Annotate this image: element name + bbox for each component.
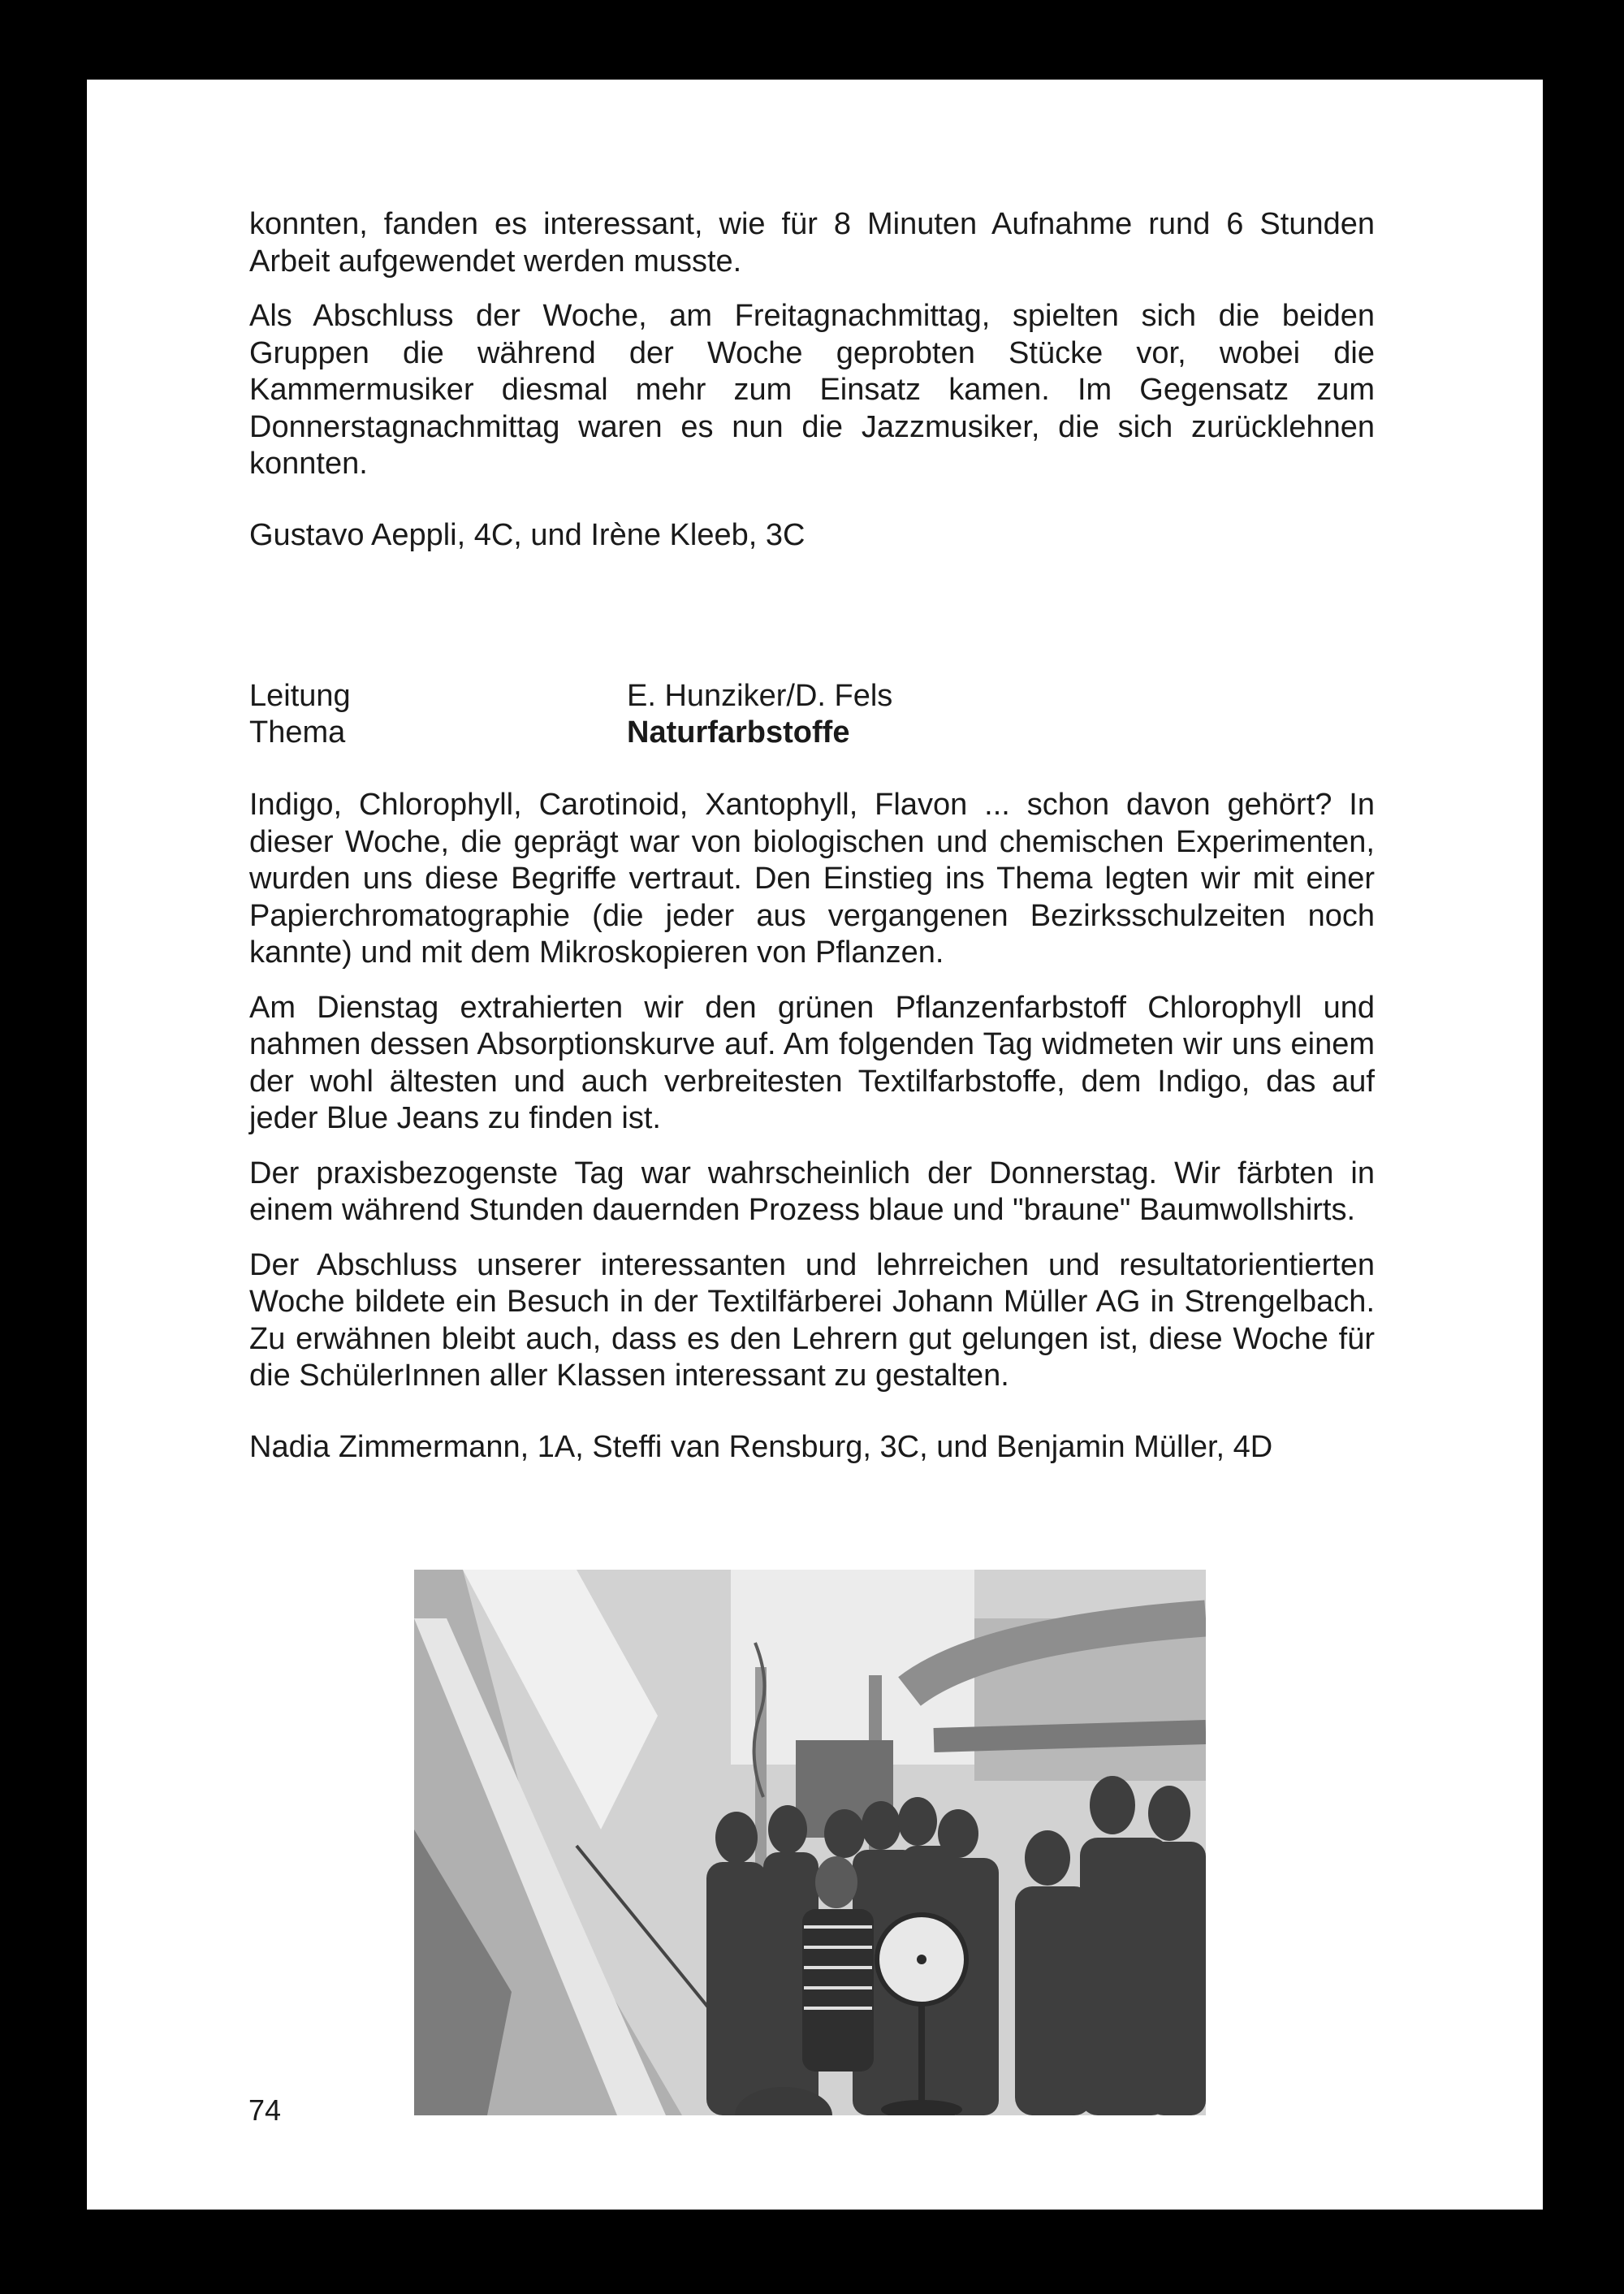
- paragraph: Der Abschluss unserer interessanten und lehrreichen und resultatorientierten Woche bildete ein Besuch in der Textilfärberei Johann Müller AG in Strengelbach. Zu erwähnen bleibt auch, dass es den Lehrern gut gelungen ist, diese Woche für die SchülerInnen aller Klassen interessant zu gestalten.: [249, 1247, 1375, 1393]
- text-block-1: [249, 206, 1375, 554]
- paragraph: Am Dienstag extrahierten wir den grünen Pflanzenfarbstoff Chlorophyll und nahmen dessen Absorptionskurve auf. Am folgenden Tag widmeten wir uns einem der wohl ältesten und auch verbreitesten Textilfarbstoffe, dem Indigo, das auf jeder Blue Jeans zu finden ist.: [249, 990, 1375, 1135]
- signature: Gustavo Aeppli, 4C, und Irène Kleeb, 3C: [249, 517, 806, 552]
- page-number: 74: [248, 2093, 282, 2127]
- thema-value: Naturfarbstoffe: [627, 715, 850, 750]
- leitung-value: E. Hunziker/D. Fels: [627, 679, 893, 713]
- paragraph: konnten, fanden es interessant, wie für 8 Minuten Aufnahme rund 6 Stunden Arbeit aufgewendet werden musste.: [249, 207, 1375, 279]
- signature: Nadia Zimmermann, 1A, Steffi van Rensburg, 3C, und Benjamin Müller, 4D: [249, 1429, 1273, 1464]
- paragraph: Indigo, Chlorophyll, Carotinoid, Xantophyll, Flavon ... schon davon gehört? In dieser Woche, die geprägt war von biologischen und chemischen Experimenten, wurden uns diese Begriffe vertraut. Den Einstieg ins Thema legten wir mit einer Papierchromatographie (die jeder aus vergangenen Bezirksschulzeiten noch kannte) und mit dem Mikroskopieren von Pflanzen.: [249, 788, 1375, 970]
- paragraph: Der praxisbezogenste Tag war wahrscheinlich der Donnerstag. Wir färbten in einem während Stunden dauernden Prozess blaue und "braune" Baumwollshirts.: [249, 1156, 1375, 1227]
- leitung-label: Leitung: [249, 679, 351, 713]
- thema-label: Thema: [249, 715, 346, 750]
- photo-illustration: [414, 1570, 1206, 2115]
- group-photo: [414, 1570, 1206, 2115]
- page: [87, 80, 1543, 2210]
- paragraph: Als Abschluss der Woche, am Freitagnachmittag, spielten sich die beiden Gruppen die während der Woche geprobten Stücke vor, wobei die Kammermusiker diesmal mehr zum Einsatz kamen. Im Gegensatz zum Donnerstagnachmittag waren es nun die Jazzmusiker, die sich zurücklehnen konnten.: [249, 299, 1375, 481]
- text-block-2: [249, 787, 1375, 1466]
